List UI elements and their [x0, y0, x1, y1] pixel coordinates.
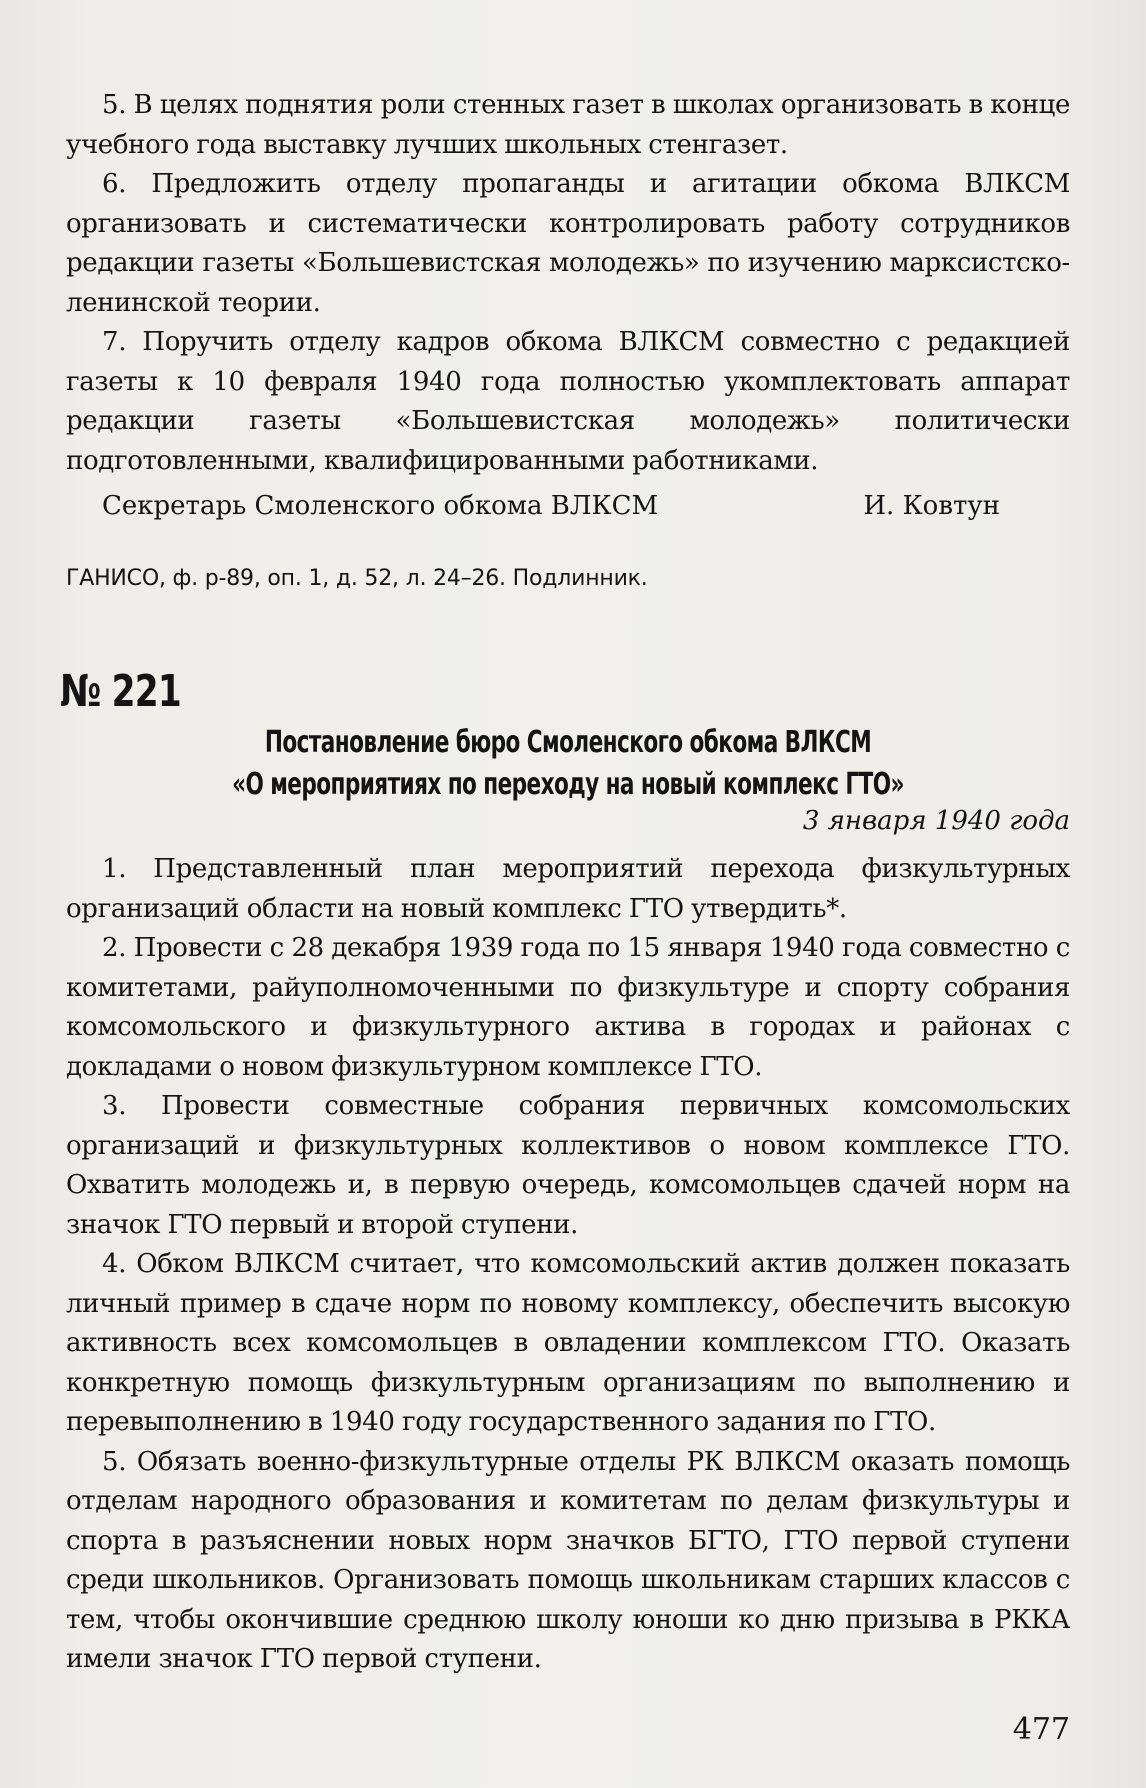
item-3: 3. Провести совместные собрания первичных комсомольских организаций и физкультурных коллективов о новом комплексе ГТО. Охватить молодежь и, в первую очередь, комсомольцев сдачей норм на значок ГТО первый и второй ступени.: [66, 1091, 1070, 1240]
item-2: 2. Провести с 28 декабря 1939 года по 15 января 1940 года совместно с комитетами, райуполномоченными по физкультуре и спорту собрания комсомольского и физкультурного актива в городах и районах с докладами о новом физкультурном комплексе ГТО.: [66, 933, 1070, 1082]
document-body: [66, 850, 1070, 1680]
paragraph-7: 7. Поручить отделу кадров обкома ВЛКСМ совместно с редакцией газеты к 10 февраля 1940 года полностью укомплектовать аппарат редакции газеты «Большевистская молодежь» политически подготовленными, квалифицированными работниками.: [66, 327, 1070, 476]
title-line-1: Постановление бюро Смоленского обкома ВЛКСМ: [264, 725, 872, 760]
signature-position: Секретарь Смоленского обкома ВЛКСМ: [102, 491, 659, 521]
previous-document-text: [66, 86, 1070, 481]
item-4: 4. Обком ВЛКСМ считает, что комсомольский актив должен показать личный пример в сдаче норм по новому комплексу, обеспечить высокую активность всех комсомольцев в овладении комплексом ГТО. Оказать конкретную помощь физкультурным организациям по выполнению и перевыполнению в 1940 году государственного задания по ГТО.: [66, 1249, 1070, 1437]
page-number: 477: [1012, 1712, 1070, 1747]
item-1: 1. Представленный план мероприятий перехода физкультурных организаций области на новый комплекс ГТО утвердить*.: [66, 854, 1070, 924]
archive-source: ГАНИСО, ф. р-89, оп. 1, д. 52, л. 24–26. Подлинник.: [66, 566, 648, 591]
signature-name: И. Ковтун: [863, 491, 1000, 521]
title-line-2: «О мероприятиях по переходу на новый комплекс ГТО»: [232, 767, 904, 802]
paragraph-5: 5. В целях поднятия роли стенных газет в школах организовать в конце учебного года выставку лучших школьных стенгазет.: [66, 90, 1070, 160]
document-number: № 221: [60, 666, 181, 717]
document-date: 3 января 1940 года: [802, 806, 1070, 836]
item-5: 5. Обязать военно-физкультурные отделы РК ВЛКСМ оказать помощь отделам народного образования и комитетам по делам физкультуры и спорта в разъяснении новых норм значков БГТО, ГТО первой ступени среди школьников. Организовать помощь школьникам старших классов с тем, чтобы окончившие среднюю школу юноши ко дню призыва в РККА имели значок ГТО первой ступени.: [66, 1446, 1070, 1674]
document-title: [66, 722, 1070, 806]
paragraph-6: 6. Предложить отделу пропаганды и агитации обкома ВЛКСМ организовать и систематически контролировать работу сотрудников редакции газеты «Большевистская молодежь» по изучению марксистско-ленинской теории.: [66, 169, 1070, 318]
